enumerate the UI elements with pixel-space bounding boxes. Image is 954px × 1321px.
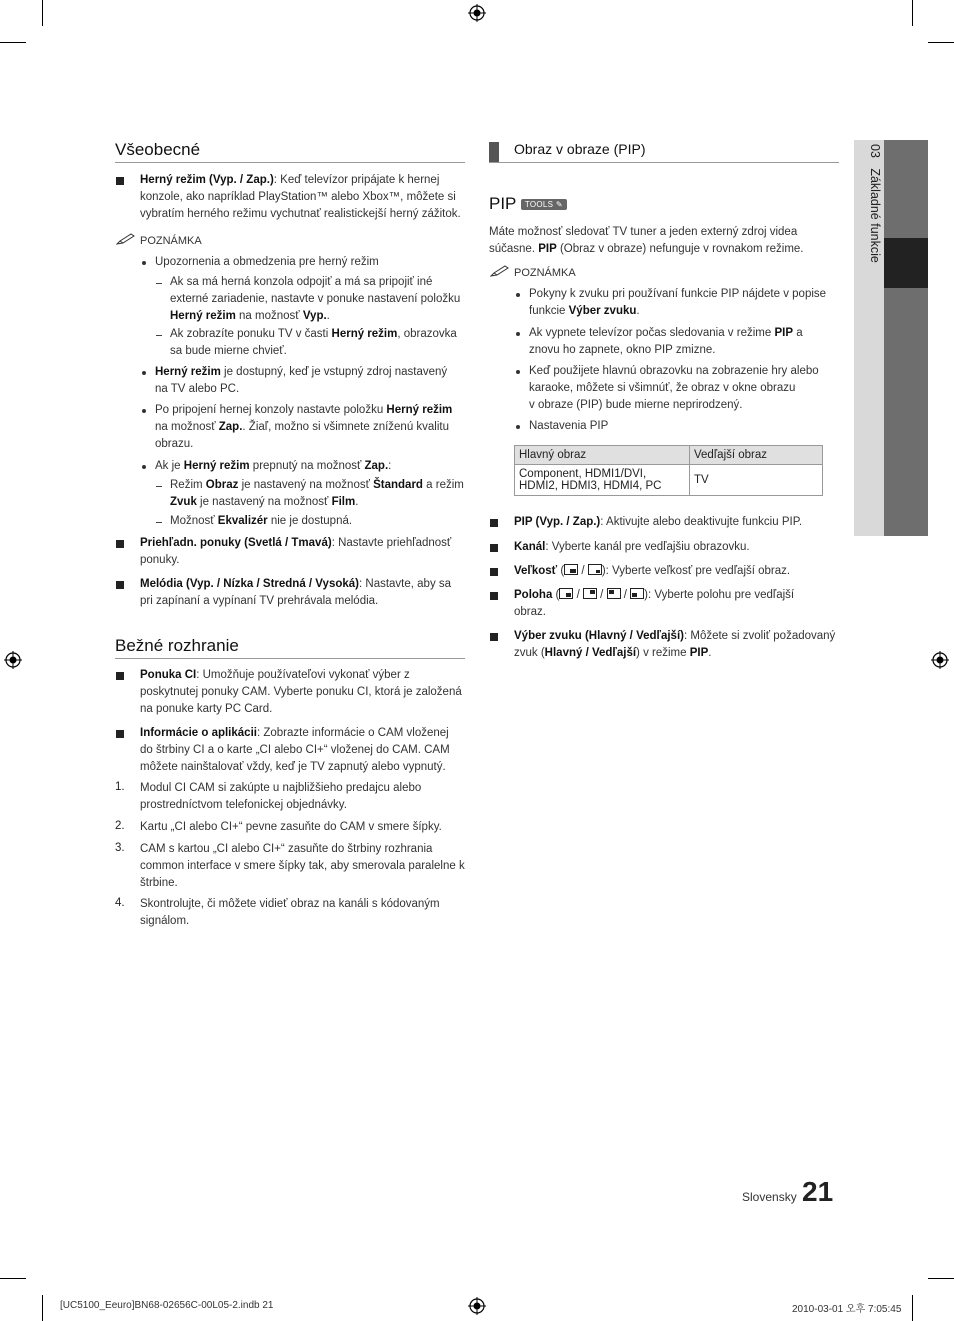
registration-mark-icon	[4, 651, 22, 669]
section-title-general: Všeobecné	[115, 140, 201, 159]
section-title-common-interface: Bežné rozhranie	[115, 636, 239, 655]
note-pencil-icon	[490, 264, 510, 278]
position-top-right-icon	[583, 588, 597, 599]
note-item: Upozornenia a obmedzenia pre herný režim	[155, 256, 379, 268]
crop-mark	[42, 0, 43, 26]
app-info-item: Informácie o aplikácii: Zobrazte informácie o CAM vloženej do štrbiny CI a o karte „CI alebo CI+“ vloženej do CAM. CAM môžete nainštalovať vždy, keď je TV zapnutý alebo vypnutý.	[140, 727, 450, 773]
section-rule	[115, 162, 465, 163]
page-language: Slovensky	[742, 1190, 797, 1204]
bullet-dot	[516, 370, 520, 374]
bullet-square-icon	[490, 519, 498, 527]
bullet-dash	[156, 283, 162, 284]
section-rule	[489, 162, 839, 163]
step-text: CAM s kartou „CI alebo CI+“ zasuňte do štrbiny rozhrania common interface v smere šípky tak, aby smerovala paralelne k štrbine.	[140, 843, 465, 889]
bullet-square-icon	[116, 672, 124, 680]
step-number: 4.	[115, 897, 125, 909]
table-header: Hlavný obraz	[515, 446, 690, 465]
crop-mark	[0, 1278, 26, 1279]
table-cell: Component, HDMI1/DVI, HDMI2, HDMI3, HDMI4, PC	[515, 465, 690, 496]
crop-mark	[0, 42, 26, 43]
registration-mark-icon	[931, 651, 949, 669]
bullet-square-icon	[490, 633, 498, 641]
note-item: Nastavenia PIP	[529, 420, 609, 432]
chapter-label: 03 Základné funkcie	[868, 144, 882, 263]
note-subitem: Ak sa má herná konzola odpojiť a má sa pripojiť iné externé zariadenie, nastavte v ponuke nastavení položku Herný režim na možnosť Vyp..	[170, 276, 461, 322]
bullet-dot	[142, 261, 146, 265]
table-header: Vedľajší obraz	[690, 446, 823, 465]
registration-mark-icon	[468, 4, 486, 22]
note-item: Po pripojení hernej konzoly nastavte položku Herný režim na možnosť Zap.. Žiaľ, možno si všimnete zníženú kvalitu obrazu.	[155, 404, 453, 450]
note-subitem: Ak zobrazíte ponuku TV v časti Herný režim, obrazovka sa bude mierne chvieť.	[170, 328, 457, 357]
bullet-dot	[142, 409, 146, 413]
tools-badge: TOOLS ✎	[521, 199, 567, 210]
pip-intro: Máte možnosť sledovať TV tuner a jeden externý zdroj videa súčasne. PIP (Obraz v obraze) nefunguje v rovnakom režime.	[489, 226, 804, 255]
footer-timestamp: 2010-03-01 오후 7:05:45	[792, 1304, 902, 1315]
bullet-square-icon	[490, 568, 498, 576]
size-small-icon	[588, 564, 602, 575]
note-label: POZNÁMKA	[140, 235, 202, 247]
size-item: Veľkosť ( / ): Vyberte veľkosť pre vedľajší obraz.	[514, 565, 791, 577]
note-subitem: Režim Obraz je nastavený na možnosť Štandard a režim Zvuk je nastavený na možnosť Film.	[170, 479, 464, 508]
step-text: Modul CI CAM si zakúpte u najbližšieho predajcu alebo prostredníctvom telefonickej objednávky.	[140, 782, 422, 811]
crop-mark	[42, 1295, 43, 1321]
note-subitem: Možnosť Ekvalizér nie je dostupná.	[170, 515, 353, 527]
position-bottom-left-icon	[630, 588, 644, 599]
crop-mark	[912, 1295, 913, 1321]
bullet-square-icon	[116, 177, 124, 185]
pip-settings-table	[514, 445, 823, 496]
bullet-dash	[156, 486, 162, 487]
bullet-dash	[156, 522, 162, 523]
size-large-icon	[564, 564, 578, 575]
menu-transparency-item: Priehľadn. ponuky (Svetlá / Tmavá): Nastavte priehľadnosť ponuky.	[140, 537, 452, 566]
crop-mark	[928, 1278, 954, 1279]
position-top-left-icon	[607, 588, 621, 599]
sound-select-item: Výber zvuku (Hlavný / Vedľajší): Môžete si zvoliť požadovaný zvuk (Hlavný / Vedľajší) v režime PIP.	[514, 630, 836, 659]
note-item: Herný režim je dostupný, keď je vstupný zdroj nastavený na TV alebo PC.	[155, 366, 448, 395]
position-bottom-right-icon	[559, 588, 573, 599]
bullet-dot	[516, 332, 520, 336]
note-label: POZNÁMKA	[514, 267, 576, 279]
footer-file-info: [UC5100_Eeuro]BN68-02656C-00L05-2.indb 21	[60, 1300, 274, 1311]
registration-mark-icon	[468, 1297, 486, 1315]
chapter-side-tab-dark	[884, 140, 928, 536]
note-pencil-icon	[116, 232, 136, 246]
note-item: Pokyny k zvuku pri používaní funkcie PIP nájdete v popise funkcie Výber zvuku.	[529, 288, 827, 317]
step-number: 3.	[115, 842, 125, 854]
page-number: 21	[802, 1176, 834, 1207]
bullet-dot	[516, 425, 520, 429]
step-text: Kartu „CI alebo CI+“ pevne zasuňte do CAM v smere šípky.	[140, 821, 442, 833]
section-title-pip: Obraz v obraze (PIP)	[514, 141, 646, 157]
chapter-side-tab-marker	[884, 238, 928, 288]
note-item: Keď použijete hlavnú obrazovku na zobrazenie hry alebo karaoke, môžete si všimnúť, že obraz v okne obrazu v obraze (PIP) bude mierne neprirodzený.	[529, 365, 819, 411]
melody-item: Melódia (Vyp. / Nízka / Stredná / Vysoká): Nastavte, aby sa pri zapínaní a vypínaní TV prehrávala melódia.	[140, 578, 452, 607]
bullet-dash	[156, 335, 162, 336]
bullet-square-icon	[116, 581, 124, 589]
channel-item: Kanál: Vyberte kanál pre vedľajšiu obrazovku.	[514, 541, 750, 553]
step-number: 2.	[115, 820, 125, 832]
game-mode-item: Herný režim (Vyp. / Zap.): Keď televízor pripájate k hernej konzole, ako napríklad PlayStation™ alebo Xbox™, môžete si vybratím herného režimu vychutnať realistickejší herný zážitok.	[140, 174, 461, 220]
bullet-dot	[516, 293, 520, 297]
note-item: Ak vypnete televízor počas sledovania v režime PIP a znovu ho zapnete, okno PIP zmizne.	[529, 327, 803, 356]
pip-title: PIP TOOLS ✎	[489, 194, 567, 214]
bullet-square-icon	[490, 592, 498, 600]
position-item: Poloha ( / / / ): Vyberte polohu pre vedľajší obraz.	[514, 589, 795, 618]
bullet-dot	[142, 465, 146, 469]
bullet-square-icon	[116, 730, 124, 738]
bullet-dot	[142, 371, 146, 375]
note-item: Ak je Herný režim prepnutý na možnosť Zap.:	[155, 460, 392, 472]
crop-mark	[928, 42, 954, 43]
pip-onoff-item: PIP (Vyp. / Zap.): Aktivujte alebo deaktivujte funkciu PIP.	[514, 516, 803, 528]
crop-mark	[912, 0, 913, 26]
step-number: 1.	[115, 781, 125, 793]
ci-menu-item: Ponuka CI: Umožňuje používateľovi vykonať výber z poskytnutej ponuky CAM. Vyberte ponuku CI, ktorá je založená na ponuke karty PC Card.	[140, 669, 462, 715]
bullet-square-icon	[490, 544, 498, 552]
section-rule	[115, 658, 465, 659]
bullet-square-icon	[116, 540, 124, 548]
step-text: Skontrolujte, či môžete vidieť obraz na kanáli s kódovaným signálom.	[140, 898, 440, 927]
section-marker	[489, 142, 499, 162]
table-cell: TV	[690, 465, 823, 496]
